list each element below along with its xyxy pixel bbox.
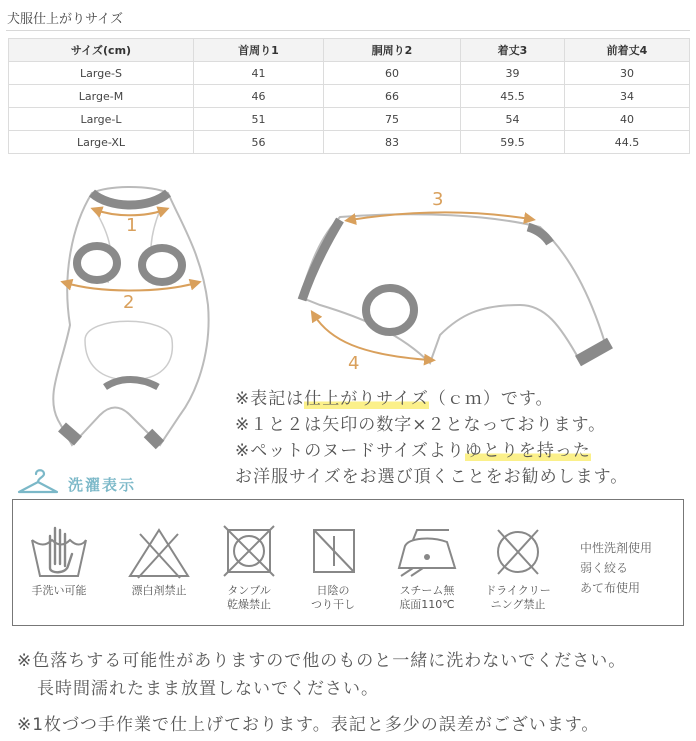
front-belly-panel xyxy=(85,321,172,380)
care-label-steam-iron: スチーム無 底面110℃ xyxy=(399,584,455,611)
size-cell: Large-L xyxy=(9,108,194,131)
note-line-1: ※表記は仕上がりサイズ（ｃｍ）です。 xyxy=(235,389,554,409)
note-line-3: ※ペットのヌードサイズよりゆとりを持った xyxy=(235,441,591,461)
care-label-hand-wash: 手洗い可能 xyxy=(31,584,87,597)
header-size: サイズ(cm) xyxy=(9,39,194,62)
footer-note-1: ※色落ちする可能性がありますので他のものと一緒に洗わないでください。 xyxy=(17,651,627,671)
marker-4: 4 xyxy=(348,353,360,374)
chest-cell: 66 xyxy=(324,85,461,108)
size-cell: Large-M xyxy=(9,85,194,108)
care-item-no-dry-clean xyxy=(478,524,558,612)
care-item-no-bleach xyxy=(119,524,199,598)
front-cuff-right xyxy=(148,433,160,445)
care-label-no-bleach: 漂白剤禁止 xyxy=(131,584,187,597)
marker-3: 3 xyxy=(432,189,444,210)
length-cell: 39 xyxy=(461,62,565,85)
size-cell: Large-XL xyxy=(9,131,194,154)
size-table xyxy=(8,38,690,154)
marker-2: 2 xyxy=(123,292,135,313)
neck-cell: 46 xyxy=(194,85,324,108)
highlight-room: ゆとりを持った xyxy=(464,441,591,461)
hand-wash-icon xyxy=(24,524,94,580)
care-instructions-text: 中性洗剤使用 弱く絞る あて布使用 xyxy=(580,541,653,595)
front-length-cell: 40 xyxy=(565,108,690,131)
chest-cell: 75 xyxy=(324,108,461,131)
footer-note-2: 長時間濡れたまま放置しないでください。 xyxy=(37,679,379,699)
header-front-length: 前着丈4 xyxy=(565,39,690,62)
chest-cell: 83 xyxy=(324,131,461,154)
side-leg-hole xyxy=(366,288,414,332)
length-cell: 54 xyxy=(461,108,565,131)
size-cell: Large-S xyxy=(9,62,194,85)
no-dry-clean-icon xyxy=(483,524,553,580)
care-label-shade-line-dry: 日陰の つり干し xyxy=(311,584,355,611)
side-body-outline xyxy=(300,214,605,363)
side-view-garment xyxy=(300,189,610,374)
hanger-icon xyxy=(16,466,60,496)
front-leg-hole-left xyxy=(77,246,117,280)
table-row xyxy=(9,62,690,85)
front-leg-hole-right xyxy=(142,248,182,282)
page-title: 犬服仕上がりサイズ xyxy=(7,12,123,27)
table-row xyxy=(9,108,690,131)
front-length-cell: 34 xyxy=(565,85,690,108)
size-table-header-row xyxy=(9,39,690,62)
length-cell: 59.5 xyxy=(461,131,565,154)
care-label-no-dry-clean: ドライクリー ニング禁止 xyxy=(485,584,551,611)
care-label-box xyxy=(12,499,684,626)
washing-heading xyxy=(16,466,137,500)
care-item-steam-iron xyxy=(387,524,467,612)
washing-heading-text: 洗濯表示 xyxy=(68,476,137,494)
note-line-4: お洋服サイズをお選び頂くことをお勧めします。 xyxy=(235,467,629,487)
care-item-no-tumble-dry xyxy=(209,524,289,612)
shade-line-dry-icon xyxy=(298,524,368,580)
highlight-finished-size: 仕上がりサイズ xyxy=(304,389,429,409)
header-neck: 首周り1 xyxy=(194,39,324,62)
size-notes xyxy=(235,386,628,490)
footer-note-3: ※1枚づつ手作業で仕上げております。表記と多少の誤差がございます。 xyxy=(17,715,600,735)
note-line-2: ※１と２は矢印の数字×２となっております。 xyxy=(235,415,607,435)
neck-cell: 56 xyxy=(194,131,324,154)
front-view-garment xyxy=(53,187,208,445)
length-cell: 45.5 xyxy=(461,85,565,108)
header-length: 着丈3 xyxy=(461,39,565,62)
care-item-shade-line-dry xyxy=(293,524,373,612)
table-row xyxy=(9,131,690,154)
front-length-cell: 44.5 xyxy=(565,131,690,154)
care-label-no-tumble-dry: タンブル 乾燥禁止 xyxy=(227,584,271,611)
title-divider xyxy=(6,30,690,31)
steam-iron-icon xyxy=(391,524,463,580)
neck-cell: 41 xyxy=(194,62,324,85)
chest-cell: 60 xyxy=(324,62,461,85)
care-item-hand-wash xyxy=(19,524,99,598)
no-tumble-dry-icon xyxy=(214,524,284,580)
neck-cell: 51 xyxy=(194,108,324,131)
no-bleach-icon xyxy=(124,524,194,580)
front-length-cell: 30 xyxy=(565,62,690,85)
table-row xyxy=(9,85,690,108)
header-chest: 胴周り2 xyxy=(324,39,461,62)
marker-1: 1 xyxy=(126,215,138,236)
